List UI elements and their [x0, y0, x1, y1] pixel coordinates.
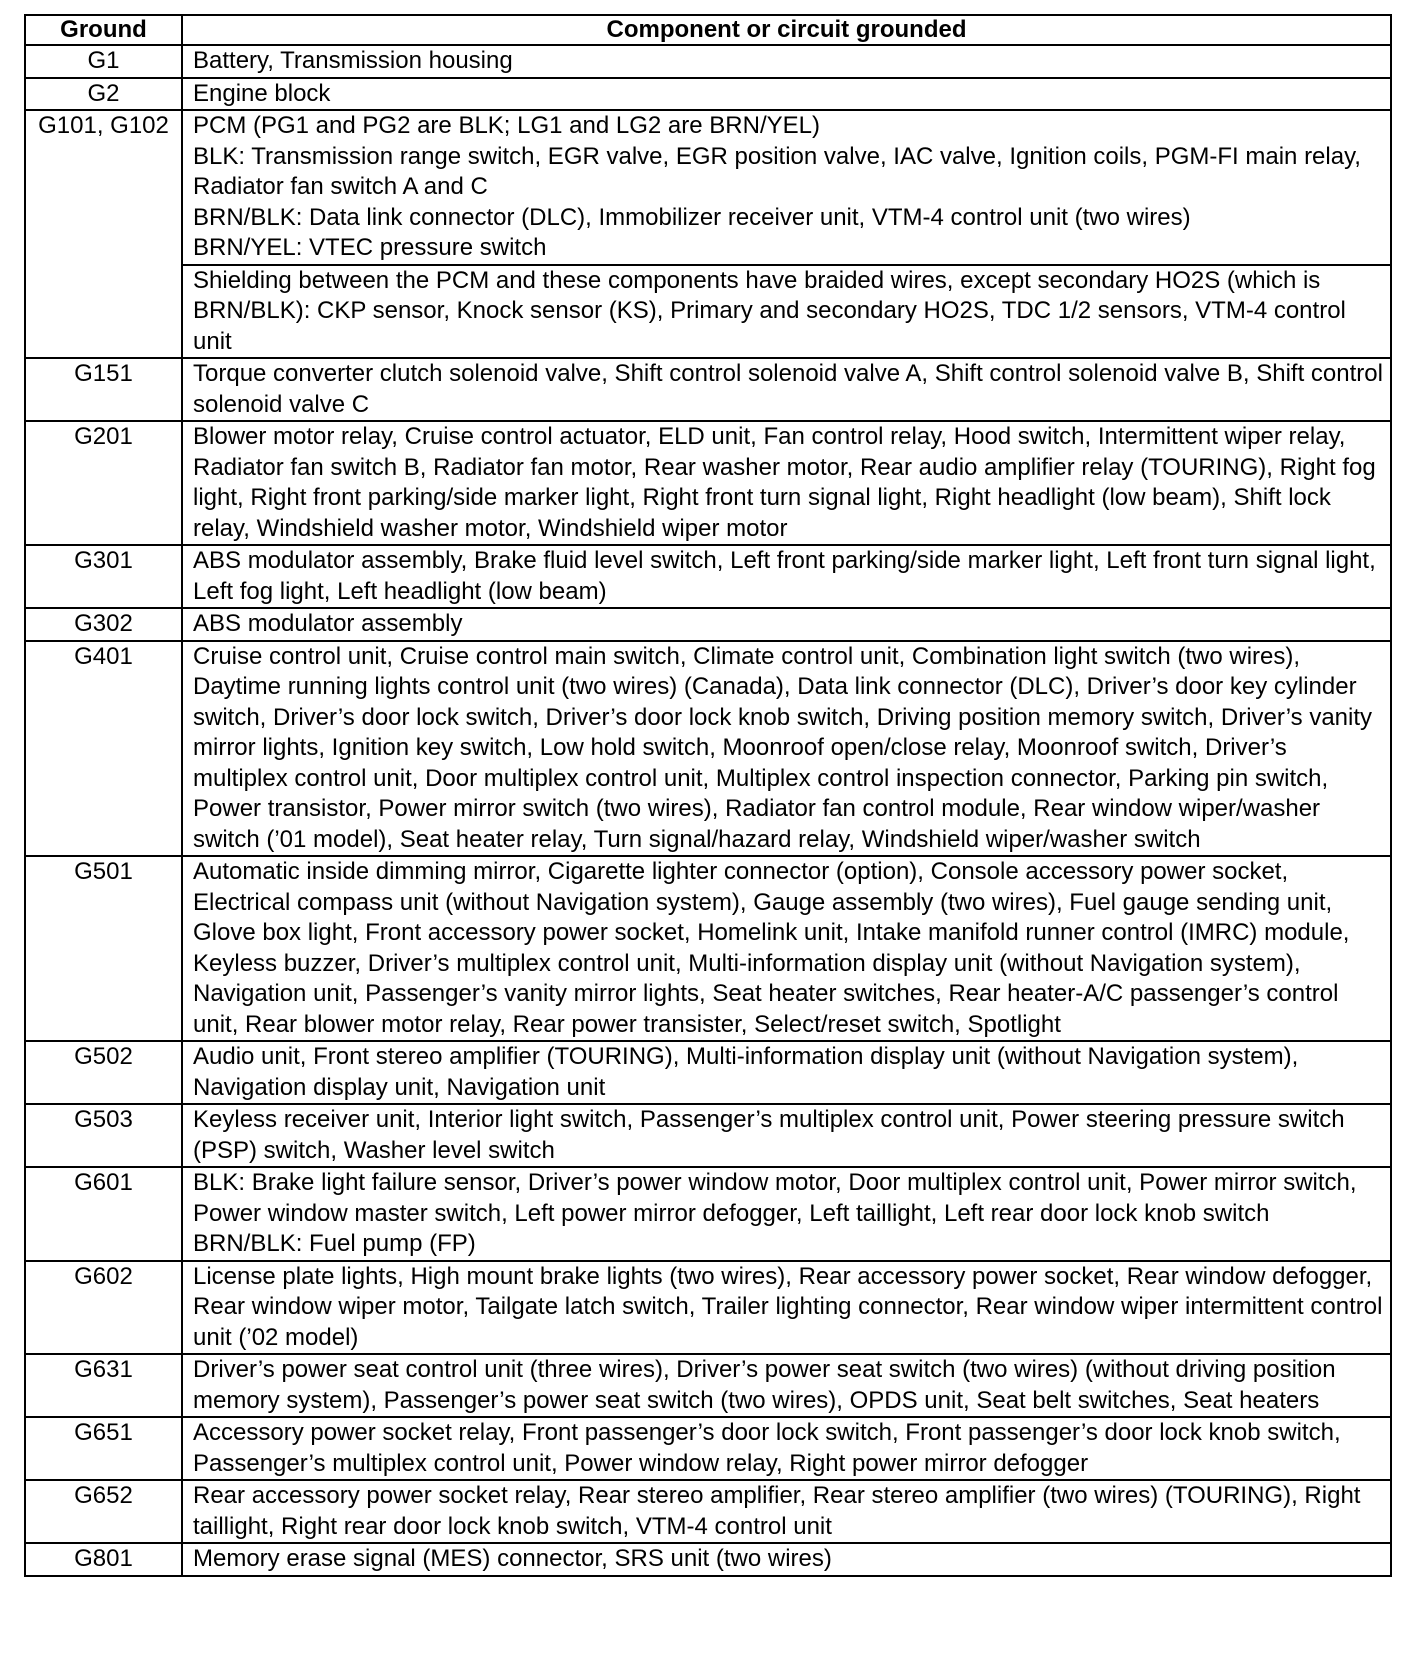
component-text: Audio unit, Front stereo amplifier (TOURING), Multi-information display unit (without Navigation system), Navigation display unit, Navigation unit	[193, 1043, 1299, 1101]
ground-id: G503	[25, 1104, 182, 1167]
ground-id: G652	[25, 1480, 182, 1543]
component-text: Memory erase signal (MES) connector, SRS unit (two wires)	[193, 1545, 832, 1572]
header-row	[25, 15, 1391, 45]
component-list	[182, 1261, 1391, 1355]
table-row	[25, 421, 1391, 545]
table-row	[25, 856, 1391, 1041]
component-list	[182, 1543, 1391, 1576]
component-list	[182, 1480, 1391, 1543]
component-text: ABS modulator assembly, Brake fluid level switch, Left front parking/side marker light, Left front turn signal light, Left fog light, Left headlight (low beam)	[193, 547, 1376, 605]
component-text: Automatic inside dimming mirror, Cigarette lighter connector (option), Console accessory power socket, Electrical compass unit (without Navigation system), Gauge assembly (two wires), Fuel gauge sending unit, Glove box light, Front accessory power socket, Homelink unit, Intake manifold runner control (IMRC) module, Keyless buzzer, Driver’s multiplex control unit, Multi-information display unit (without Navigation system), Navigation unit, Passenger’s vanity mirror lights, Seat heater switches, Rear heater-A/C passenger’s control unit, Rear blower motor relay, Rear power transister, Select/reset switch, Spotlight	[193, 858, 1350, 1038]
ground-id: G302	[25, 608, 182, 641]
component-text: BLK: Transmission range switch, EGR valve, EGR position valve, IAC valve, Ignition coils, PGM-FI main relay, Radiator fan switch A and C	[193, 142, 1361, 200]
component-list	[182, 608, 1391, 641]
table-row	[25, 1167, 1391, 1261]
component-text: Blower motor relay, Cruise control actuator, ELD unit, Fan control relay, Hood switch, Intermittent wiper relay, Radiator fan switch B, Radiator fan motor, Rear washer motor, Rear audio amplifier relay (TOURING), Right fog light, Right front parking/side marker light, Right front turn signal light, Right headlight (low beam), Shift lock relay, Windshield washer motor, Windshield wiper motor	[193, 423, 1376, 542]
table-row	[25, 78, 1391, 111]
table-row	[25, 545, 1391, 608]
component-list	[182, 856, 1391, 1041]
table-row	[25, 1261, 1391, 1355]
ground-id: G651	[25, 1417, 182, 1480]
ground-id: G101, G102	[25, 110, 182, 358]
ground-id: G502	[25, 1041, 182, 1104]
component-text: Battery, Transmission housing	[193, 47, 513, 74]
component-text: Cruise control unit, Cruise control main switch, Climate control unit, Combination light switch (two wires), Daytime running lights control unit (two wires) (Canada), Data link connector (DLC), Driver’s door key cylinder switch, Driver’s door lock switch, Driver’s door lock knob switch, Driving position memory switch, Driver’s vanity mirror lights, Ignition key switch, Low hold switch, Moonroof open/close relay, Moonroof switch, Driver’s multiplex control unit, Door multiplex control unit, Multiplex control inspection connector, Parking pin switch, Power transistor, Power mirror switch (two wires), Radiator fan control module, Rear window wiper/washer switch (’01 model), Seat heater relay, Turn signal/hazard relay, Windshield wiper/washer switch	[193, 642, 1373, 853]
table-body	[25, 45, 1391, 1576]
component-text: PCM (PG1 and PG2 are BLK; LG1 and LG2 are BRN/YEL)	[193, 112, 820, 139]
ground-id: G401	[25, 641, 182, 857]
component-list	[182, 45, 1391, 78]
component-list	[182, 78, 1391, 111]
component-list	[182, 1354, 1391, 1417]
component-text: Accessory power socket relay, Front passenger’s door lock switch, Front passenger’s door lock knob switch, Passenger’s multiplex control unit, Power window relay, Right power mirror defogger	[193, 1419, 1341, 1477]
component-text: Torque converter clutch solenoid valve, Shift control solenoid valve A, Shift control solenoid valve B, Shift control solenoid valve C	[193, 360, 1383, 418]
table-row	[25, 110, 1391, 265]
ground-id: G801	[25, 1543, 182, 1576]
table-row	[25, 1104, 1391, 1167]
table-row	[25, 1354, 1391, 1417]
component-text: Engine block	[193, 79, 331, 107]
ground-id: G201	[25, 421, 182, 545]
table-row	[25, 1417, 1391, 1480]
component-list	[182, 1104, 1391, 1167]
ground-table	[24, 14, 1392, 1577]
component-list	[182, 545, 1391, 608]
component-text: BRN/YEL: VTEC pressure switch	[193, 234, 547, 261]
table-row-continuation	[25, 265, 1391, 359]
table-row	[25, 1480, 1391, 1543]
table-row	[25, 1041, 1391, 1104]
component-text: BLK: Brake light failure sensor, Driver’s power window motor, Door multiplex control unit, Power mirror switch, Power window master switch, Left power mirror defogger, Left taillight, Left rear door lock knob switch	[193, 1169, 1357, 1227]
component-list	[182, 1417, 1391, 1480]
table-row	[25, 1543, 1391, 1576]
ground-id: G301	[25, 545, 182, 608]
component-list	[182, 358, 1391, 421]
shielding-note: Shielding between the PCM and these components have braided wires, except secondary HO2S (which is BRN/BLK): CKP sensor, Knock sensor (KS), Primary and secondary HO2S, TDC 1/2 sensors, VTM-4 control unit	[182, 265, 1391, 359]
component-text: License plate lights, High mount brake lights (two wires), Rear accessory power socket, Rear window defogger, Rear window wiper motor, Tailgate latch switch, Trailer lighting connector, Rear window wiper intermittent control unit (’02 model)	[193, 1262, 1383, 1351]
component-text: Keyless receiver unit, Interior light switch, Passenger’s multiplex control unit, Power steering pressure switch (PSP) switch, Washer level switch	[193, 1106, 1345, 1164]
component-list	[182, 421, 1391, 545]
component-text: ABS modulator assembly	[193, 610, 463, 637]
table-row	[25, 608, 1391, 641]
ground-id: G501	[25, 856, 182, 1041]
component-list	[182, 1167, 1391, 1261]
table-row	[25, 45, 1391, 78]
ground-id: G1	[25, 45, 182, 78]
ground-id: G601	[25, 1167, 182, 1261]
ground-id: G602	[25, 1261, 182, 1355]
component-text: BRN/BLK: Data link connector (DLC), Immobilizer receiver unit, VTM-4 control unit (two wires)	[193, 203, 1191, 231]
ground-id: G631	[25, 1354, 182, 1417]
component-list	[182, 641, 1391, 857]
component-text: Driver’s power seat control unit (three wires), Driver’s power seat switch (two wires) (without driving position memory system), Passenger’s power seat switch (two wires), OPDS unit, Seat belt switches, Seat heaters	[193, 1356, 1336, 1414]
table-row	[25, 641, 1391, 857]
ground-id: G2	[25, 78, 182, 111]
header-component: Component or circuit grounded	[182, 15, 1391, 45]
component-text: Rear accessory power socket relay, Rear stereo amplifier, Rear stereo amplifier (two wires) (TOURING), Right taillight, Right rear door lock knob switch, VTM-4 control unit	[193, 1482, 1361, 1540]
table-row	[25, 358, 1391, 421]
component-list	[182, 110, 1391, 265]
component-text: BRN/BLK: Fuel pump (FP)	[193, 1230, 476, 1257]
header-ground: Ground	[25, 15, 182, 45]
component-list	[182, 1041, 1391, 1104]
ground-id: G151	[25, 358, 182, 421]
